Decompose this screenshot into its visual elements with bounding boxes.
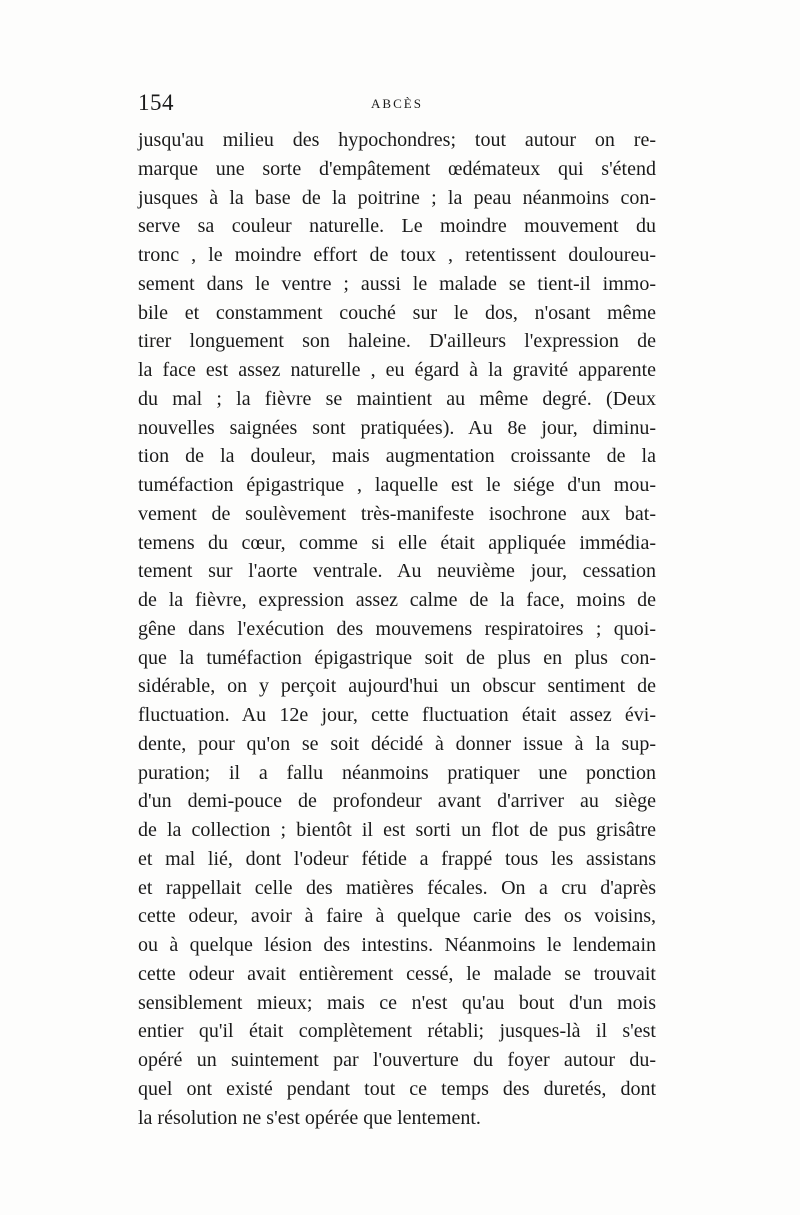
body-text	[138, 126, 656, 1132]
text-line: sement dans le ventre ; aussi le malade se tient-il immo-	[138, 272, 656, 295]
text-line: sensiblement mieux; mais ce n'est qu'au bout d'un mois	[138, 991, 656, 1014]
text-line: cette odeur, avoir à faire à quelque carie des os voisins,	[138, 905, 656, 928]
text-line: la résolution ne s'est opérée que lentement.	[138, 1106, 481, 1129]
text-line: et rappellait celle des matières fécales. On a cru d'après	[138, 876, 656, 899]
text-line: cette odeur avait entièrement cessé, le malade se trouvait	[138, 962, 656, 985]
text-line: tronc , le moindre effort de toux , retentissent douloureu-	[138, 244, 656, 266]
text-line: nouvelles saignées sont pratiquées). Au 8e jour, diminu-	[138, 416, 656, 439]
text-line: de la fièvre, expression assez calme de la face, moins de	[138, 589, 656, 611]
text-line: serve sa couleur naturelle. Le moindre mouvement du	[138, 215, 656, 238]
text-line: tirer longuement son haleine. D'ailleurs l'expression de	[138, 330, 656, 353]
text-line: bile et constamment couché sur le dos, n'osant même	[138, 301, 656, 324]
text-line: marque une sorte d'empâtement œdémateux qui s'étend	[138, 157, 656, 180]
running-head	[138, 90, 656, 126]
text-line: ou à quelque lésion des intestins. Néanmoins le lendemain	[138, 934, 656, 956]
text-line: fluctuation. Au 12e jour, cette fluctuation était assez évi-	[138, 704, 656, 726]
text-line: de la collection ; bientôt il est sorti un flot de pus grisâtre	[138, 819, 656, 841]
text-line: sidérable, on y perçoit aujourd'hui un obscur sentiment de	[138, 675, 656, 698]
text-line: jusques à la base de la poitrine ; la peau néanmoins con-	[138, 186, 656, 209]
text-line: du mal ; la fièvre se maintient au même degré. (Deux	[138, 387, 656, 410]
text-line: tement sur l'aorte ventrale. Au neuvième jour, cessation	[138, 560, 656, 583]
text-line: que la tuméfaction épigastrique soit de plus en plus con-	[138, 646, 656, 669]
text-line: gêne dans l'exécution des mouvemens respiratoires ; quoi-	[138, 617, 656, 640]
text-line: puration; il a fallu néanmoins pratiquer une ponction	[138, 761, 656, 784]
text-line: d'un demi-pouce de profondeur avant d'arriver au siège	[138, 790, 656, 813]
page-number: 154	[138, 90, 174, 115]
text-line: dente, pour qu'on se soit décidé à donner issue à la sup-	[138, 732, 656, 755]
text-line: tuméfaction épigastrique , laquelle est le siége d'un mou-	[138, 474, 656, 496]
text-line: jusqu'au milieu des hypochondres; tout autour on re-	[138, 129, 656, 151]
text-line: entier qu'il était complètement rétabli; jusques-là il s'est	[138, 1020, 656, 1043]
text-line: temens du cœur, comme si elle était appliquée immédia-	[138, 531, 656, 554]
running-title: ABCÈS	[371, 96, 423, 111]
text-line: opéré un suintement par l'ouverture du foyer autour du-	[138, 1049, 656, 1071]
text-line: la face est assez naturelle , eu égard à la gravité apparente	[138, 359, 656, 381]
text-line: quel ont existé pendant tout ce temps des duretés, dont	[138, 1077, 656, 1100]
text-line: et mal lié, dont l'odeur fétide a frappé tous les assistans	[138, 847, 656, 870]
text-line: tion de la douleur, mais augmentation croissante de la	[138, 445, 656, 468]
text-line: vement de soulèvement très-manifeste isochrone aux bat-	[138, 502, 656, 525]
